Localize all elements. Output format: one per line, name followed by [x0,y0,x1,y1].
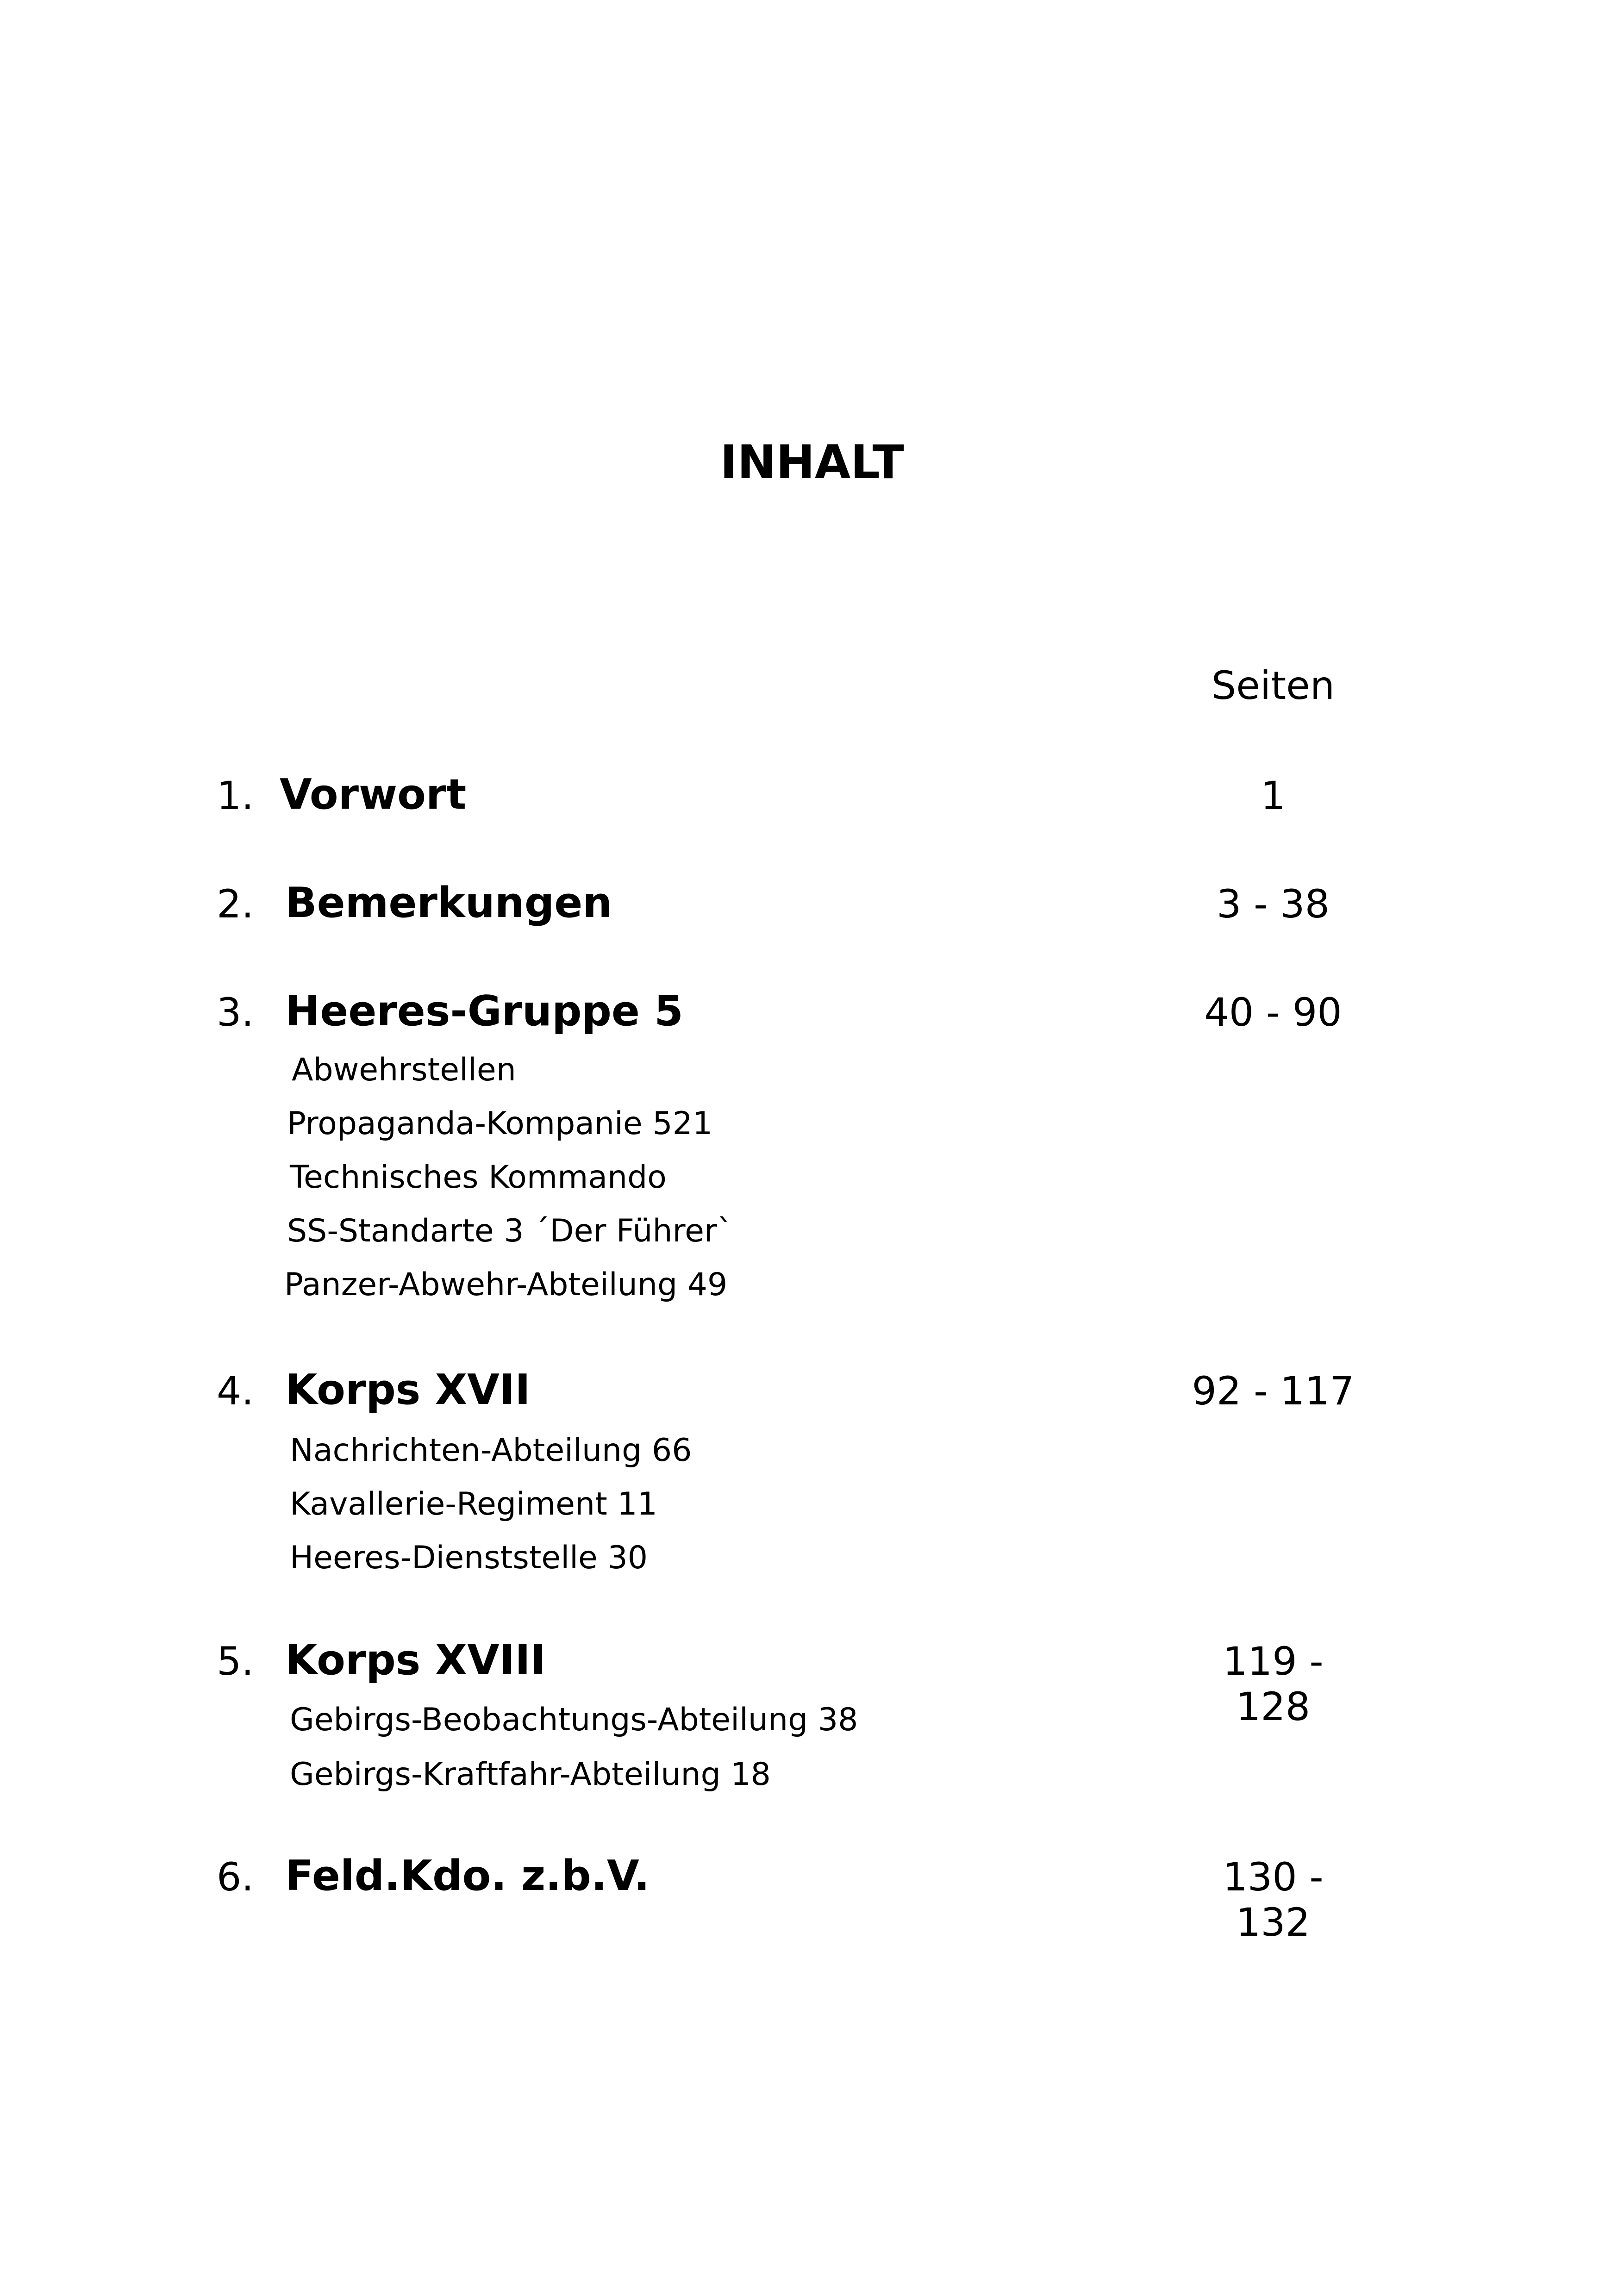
section-pages: 92 - 117 [1192,1368,1355,1414]
section-pages: 119 - 128 [1223,1639,1324,1729]
section-title: Korps XVIII [285,1636,546,1684]
section-pages: 130 - 132 [1223,1854,1324,1945]
section-number: 3. [217,990,254,1035]
section-title: Feld.Kdo. z.b.V. [285,1852,650,1900]
section-number: 5. [217,1639,254,1684]
subsection-item: Heeres-Dienststelle 30 [290,1540,648,1576]
page-title: INHALT [720,435,904,489]
section-number: 4. [217,1368,254,1414]
section-title: Heeres-Gruppe 5 [285,987,683,1035]
subsection-item: Panzer-Abwehr-Abteilung 49 [284,1266,728,1303]
subsection-item: Gebirgs-Beobachtungs-Abteilung 38 [290,1702,858,1738]
section-number: 1. [217,773,254,818]
section-title: Korps XVII [285,1366,531,1414]
subsection-item: Technisches Kommando [290,1159,667,1196]
subsection-item: Gebirgs-Kraftfahr-Abteilung 18 [290,1756,771,1793]
section-pages: 1 [1261,773,1286,818]
subsection-item: Kavallerie-Regiment 11 [290,1486,657,1522]
pages-column-header: Seiten [1211,663,1335,708]
section-number: 6. [217,1854,254,1900]
subsection-item: Nachrichten-Abteilung 66 [290,1432,692,1469]
subsection-item: Abwehrstellen [292,1052,516,1088]
section-number: 2. [217,881,254,927]
section-title: Bemerkungen [285,879,612,927]
section-pages: 40 - 90 [1204,990,1342,1035]
subsection-item: Propaganda-Kompanie 521 [287,1105,713,1142]
subsection-item: SS-Standarte 3 ´Der Führer` [287,1213,733,1249]
section-title: Vorwort [280,770,467,819]
section-pages: 3 - 38 [1216,881,1330,927]
